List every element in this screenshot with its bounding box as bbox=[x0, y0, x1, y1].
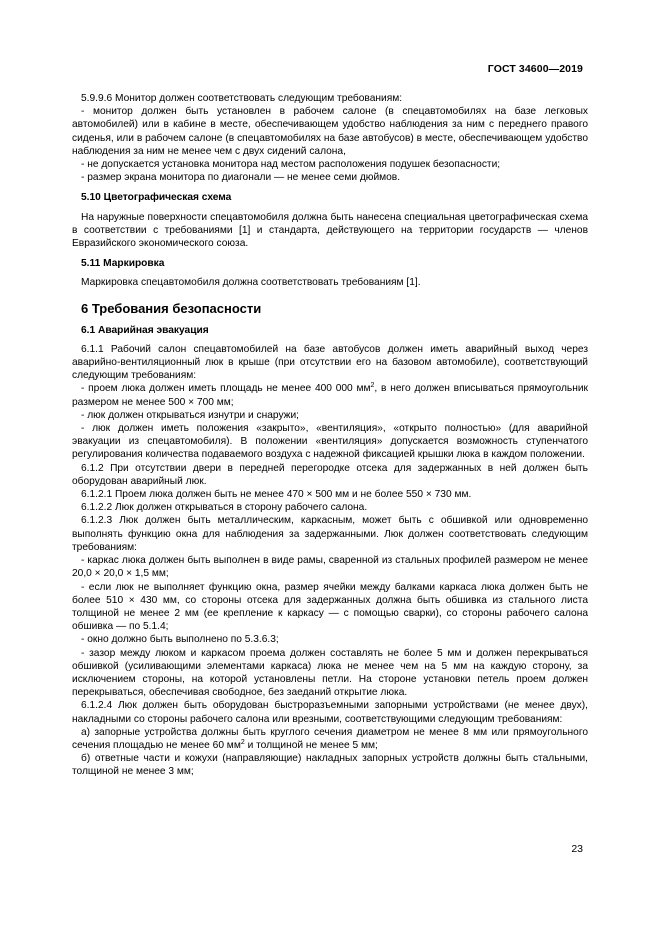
list-item: - если люк не выполняет функцию окна, размер ячейки между балками каркаса люка должен быть не более 510 × 430 мм, со стороны отсека для задержанных должна быть обшивка из стального листа толщиной не менее 2 мм (ее крепление к каркасу — с помощью сварки), со стороны рабочего салона обшивка — по 5.1.4; bbox=[72, 581, 588, 633]
page-number: 23 bbox=[571, 843, 583, 855]
paragraph: Маркировка спецавтомобиля должна соответствовать требованиям [1]. bbox=[81, 277, 421, 289]
text-fragment: - проем люка должен иметь площадь не менее 400 000 мм bbox=[81, 383, 371, 395]
paragraph: 6.1.2.4 Люк должен быть оборудован быстроразъемными запорными устройствами (не менее двух), накладными со стороны рабочего салона или врезными, соответствующими следующим требованиям: bbox=[72, 700, 588, 725]
section-heading: 5.11 Маркировка bbox=[81, 258, 165, 270]
list-item: - не допускается установка монитора над местом расположения подушек безопасности; bbox=[81, 159, 501, 171]
paragraph: 6.1.2.3 Люк должен быть металлическим, каркасным, может быть с обшивкой или одновременно выполнять функцию окна для наблюдения за задержанными. Люк должен соответствовать следующим требованиям: bbox=[72, 515, 588, 553]
list-item: - зазор между люком и каркасом проема должен составлять не более 5 мм и должен перекрываться обшивкой (усиливающими элементами каркаса) люка не менее чем на 5 мм на каждую сторону, за исключением стороны, на которой установлены петли. На стороне установки петель проем должен перекрываться, обеспечивая свободное, без заеданий открытие люка. bbox=[72, 647, 588, 699]
paragraph: 6.1.2.1 Проем люка должен быть не менее 470 × 500 мм и не более 550 × 730 мм. bbox=[81, 489, 472, 501]
superscript: 2 bbox=[370, 382, 375, 390]
paragraph: 6.1.1 Рабочий салон спецавтомобилей на базе автобусов должен иметь аварийный выход через аварийно-вентиляционный люк в крыше (при отсутствии его на базовом автомобиле), соответствующий следующим требованиям: bbox=[72, 343, 588, 382]
paragraph: 6.1.2.2 Люк должен открываться в сторону рабочего салона. bbox=[81, 502, 368, 514]
list-item: - монитор должен быть установлен в рабочем салоне (в спецавтомобилях на базе легковых автомобилей) или в кабине в месте, обеспечивающем удобство наблюдения за ним с переднего правого сиденья, или в рабочем салоне (в спецавтомобилях на базе автобусов) в месте, обеспечивающем удобство наблюдения за ним не менее чем с двух сидений салона, bbox=[72, 106, 588, 157]
list-item: - размер экрана монитора по диагонали — не менее семи дюймов. bbox=[81, 172, 401, 184]
list-item bbox=[72, 382, 588, 408]
list-item: - люк должен иметь положения «закрыто», «вентиляция», «открыто полностью» (для аварийной эвакуации из спецавтомобиля). В положении «вентиляция» допускается возможность ступенчатого регулирования количества подаваемого воздуха с надежной фиксацией крышки люка в каждом положении. bbox=[72, 423, 588, 461]
text-fragment: и толщиной не менее 5 мм; bbox=[244, 739, 378, 751]
chapter-heading: 6 Требования безопасности bbox=[81, 300, 262, 316]
paragraph: 5.9.9.6 Монитор должен соответствовать следующим требованиям: bbox=[81, 93, 403, 104]
list-item: - каркас люка должен быть выполнен в виде рамы, сваренной из стальных профилей размером не менее 20,0 × 20,0 × 1,5 мм; bbox=[72, 555, 588, 580]
list-item bbox=[72, 726, 588, 752]
section-heading: 5.10 Цветографическая схема bbox=[81, 192, 232, 204]
list-item: б) ответные части и кожухи (направляющие) накладных запорных устройств должны быть стальными, толщиной не менее 3 мм; bbox=[72, 753, 588, 778]
document-body bbox=[72, 92, 588, 779]
text-fragment: , в него должен вписываться прямоугольник размером не менее 500 × 700 мм; bbox=[72, 383, 588, 408]
list-item: - окно должно быть выполнено по 5.3.6.3; bbox=[81, 634, 279, 646]
paragraph: На наружные поверхности спецавтомобиля должна быть нанесена специальная цветографическая схема в соответствии с требованиями [1] и стандарта, действующего на территории государств — членов Евразийского экономического союза. bbox=[72, 211, 588, 250]
list-item: - люк должен открываться изнутри и снаружи; bbox=[81, 409, 300, 421]
section-heading: 6.1 Аварийная эвакуация bbox=[81, 324, 209, 336]
document-id: ГОСТ 34600—2019 bbox=[487, 63, 583, 75]
text-fragment: а) запорные устройства должны быть круглого сечения диаметром не менее 8 мм или прямоугольного сечения площадью не менее 60 мм bbox=[72, 726, 588, 751]
superscript: 2 bbox=[240, 738, 245, 746]
paragraph: 6.1.2 При отсутствии двери в передней перегородке отсека для задержанных в ней должен быть оборудован аварийный люк. bbox=[72, 462, 588, 487]
